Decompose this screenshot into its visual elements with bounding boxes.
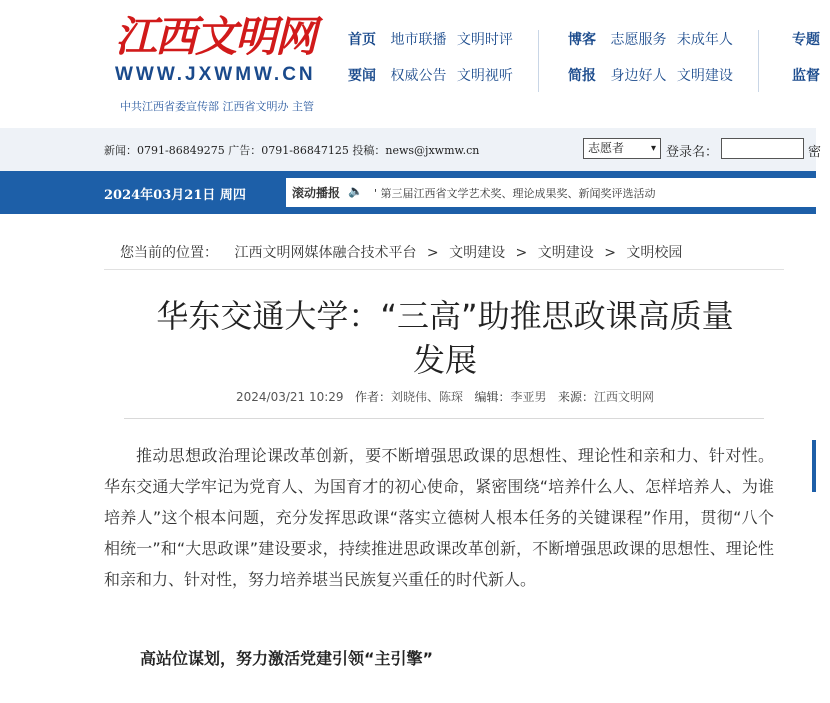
article-paragraph: 推动思想政治理论课改革创新，要不断增强思政课的思想性、理论性和亲和力、针对性。华东交通大学牢记为党育人、为国育才的初心使命，紧密围绕“培养什么人、怎样培养人、为谁培养人”这个根本问题，充分发挥思政课“落实立德树人根本任务的关键课程”作用，贯彻“八个相统一”和“大思政课”建设要求，持续推进思政课改革创新，不断增强思政课的思想性、理论性和亲和力、针对性，努力培养堪当民族复兴重任的时代新人。 [104, 446, 774, 589]
role-select[interactable] [583, 138, 661, 159]
article-editor: 李亚男 [510, 390, 547, 404]
article-meta [110, 388, 780, 405]
article-title [110, 294, 780, 382]
nav-civilization[interactable]: 文明建设 [676, 68, 733, 84]
nav-divider [538, 30, 539, 92]
password-label: 密 [808, 145, 822, 160]
source-label: 来源： [557, 390, 594, 404]
article-subheading: 高站位谋划，努力激活党建引领“主引擎” [140, 649, 434, 668]
divider [104, 269, 784, 270]
logo-url: WWW.JXWMW.CN [115, 64, 316, 85]
breadcrumb-separator: > [426, 245, 439, 261]
nav-blog[interactable]: 博客 [568, 32, 596, 48]
breadcrumb-item[interactable]: 江西文明网媒体融合技术平台 [234, 245, 417, 261]
article-datetime: 2024/03/21 10:29 [235, 390, 344, 404]
divider [124, 418, 764, 419]
breadcrumb [120, 242, 682, 262]
logo-chinese: 江西文明网 [115, 12, 316, 61]
ticker-headline[interactable]: ' 第三届江西省文学艺术奖、理论成果奖、新闻奖评选活动 [374, 187, 656, 200]
nav-briefing[interactable]: 简报 [568, 68, 596, 84]
editor-label: 编辑： [474, 390, 511, 404]
breadcrumb-item[interactable]: 文明校园 [626, 245, 683, 261]
nav-group-3 [792, 28, 830, 100]
username-input[interactable] [721, 138, 804, 159]
nav-minors[interactable]: 未成年人 [676, 32, 733, 48]
chevron-down-icon: ▾ [650, 143, 656, 154]
author-label: 作者： [355, 390, 392, 404]
nav-good-people[interactable]: 身边好人 [610, 68, 667, 84]
nav-volunteer[interactable]: 志愿服务 [610, 32, 667, 48]
nav-divider [758, 30, 759, 92]
date-ticker-bar [0, 171, 816, 214]
contact-info: 新闻：0791-86849275 广告：0791-86847125 投稿：news@jxwmw.cn [104, 144, 480, 157]
ticker-label: 滚动播报 [292, 186, 341, 200]
nav-group-2 [568, 28, 739, 100]
nav-news[interactable]: 要闻 [348, 68, 376, 84]
current-date: 2024年03月21日 周四 [104, 188, 246, 203]
side-float-tab[interactable] [812, 440, 816, 492]
article-author: 刘晓伟、陈琛 [391, 390, 464, 404]
nav-city-broadcast[interactable]: 地市联播 [390, 32, 447, 48]
login-label: 登录名： [666, 145, 719, 160]
article-title-line2: 发展 [412, 341, 477, 379]
nav-group-1 [348, 28, 519, 100]
nav-supervision[interactable]: 监督 [792, 68, 820, 84]
nav-home[interactable]: 首页 [348, 32, 376, 48]
breadcrumb-separator: > [515, 245, 528, 261]
nav-announcements[interactable]: 权威公告 [390, 68, 447, 84]
breadcrumb-item[interactable]: 文明建设 [537, 245, 594, 261]
nav-special[interactable]: 专题 [792, 32, 820, 48]
site-header [0, 0, 820, 128]
nav-video[interactable]: 文明视听 [456, 68, 513, 84]
site-logo[interactable] [115, 12, 325, 86]
news-ticker [286, 178, 816, 207]
nav-commentary[interactable]: 文明时评 [456, 32, 513, 48]
breadcrumb-prefix: 您当前的位置： [120, 245, 218, 261]
article-source: 江西文明网 [593, 390, 654, 404]
info-bar [0, 128, 822, 171]
breadcrumb-item[interactable]: 文明建设 [449, 245, 506, 261]
article-title-line1: 华东交通大学：“三高”助推思政课高质量 [156, 297, 734, 335]
role-select-value: 志愿者 [588, 141, 625, 155]
speaker-icon: 🔈 [348, 184, 363, 198]
breadcrumb-separator: > [604, 245, 616, 261]
sponsor-text: 中共江西省委宣传部 江西省文明办 主管 [120, 100, 314, 113]
